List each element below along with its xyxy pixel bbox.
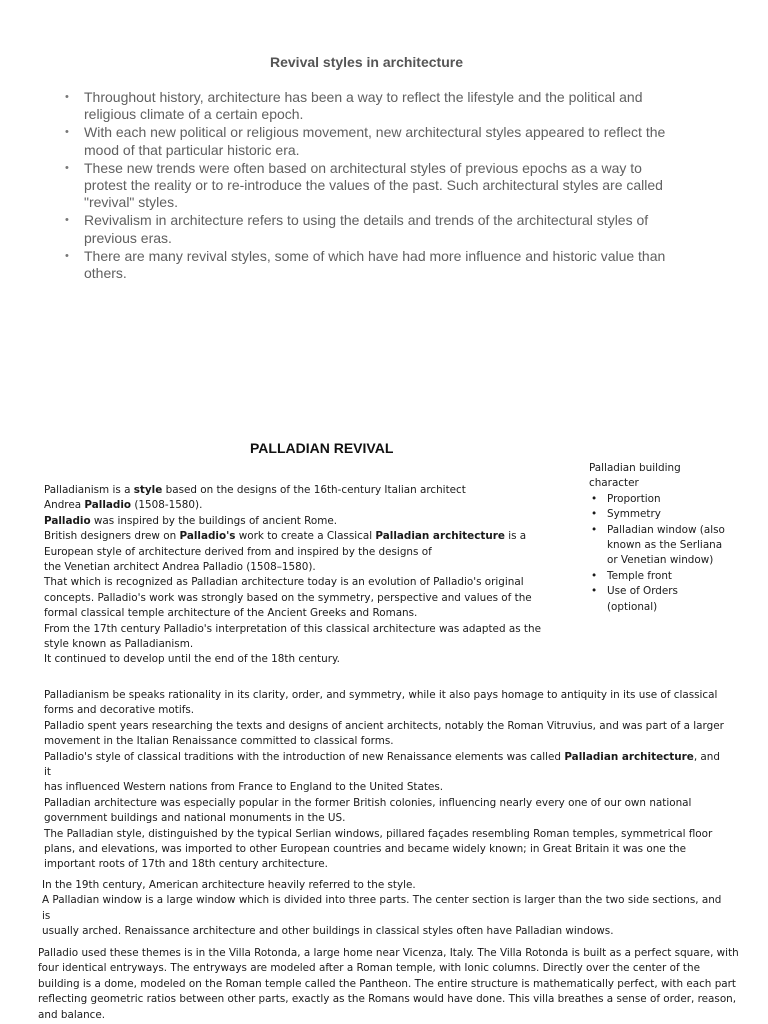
sidebar-heading: character: [589, 477, 639, 490]
text-bold: Palladio: [84, 499, 132, 512]
text-line: From the 17th century Palladio's interpretation of this classical architecture was adapted as the: [44, 622, 541, 635]
text-line: Palladio used these themes is in the Villa Rotonda, a large home near Vicenza, Italy. The Villa Rotonda is built as a perfect square, with: [38, 947, 739, 959]
text-line: four identical entryways. The entryways are modeled after a Roman temple, with Ionic columns. Directly over the center of the: [38, 962, 700, 975]
text-line: the Venetian architect Andrea Palladio (1508–1580).: [44, 561, 316, 574]
text-line: building is a dome, modeled on the Roman temple called the Pantheon. The entire structure is mathematically perfect, with each part: [38, 977, 737, 990]
text-line: Palladianism be speaks rationality in its clarity, order, and symmetry, while it also pays homage to antiquity in its use of classical: [44, 689, 718, 701]
text-line: usually arched. Renaissance architecture and other buildings in classical styles often have Palladian windows.: [42, 925, 614, 938]
list-item: • Throughout history, architecture has been a way to reflect the lifestyle and the political and religious climate of a certain epoch.: [62, 89, 672, 124]
list-item: • Palladian window (also known as the Serliana or Venetian window): [589, 523, 729, 569]
text: (1508-1580).: [131, 499, 203, 512]
paragraph-villa-rotonda: [38, 946, 758, 1023]
list-item: • Proportion: [589, 492, 729, 507]
text-line: Palladio spent years researching the texts and designs of ancient architects, notably the Roman Vitruvius, and was part of a larger: [44, 719, 724, 732]
list-item: • These new trends were often based on architectural styles of previous epochs as a way to protest the reality or to re-introduce the values of the past. Such architectural styles are called "revival" styles.: [62, 160, 672, 212]
text: Andrea: [44, 499, 85, 512]
text-line: Palladian architecture was especially popular in the former British colonies, influencing nearly every one of our own national: [44, 796, 692, 809]
page-title: Revival styles in architecture: [270, 54, 463, 70]
list-item: • Use of Orders (optional): [589, 584, 729, 615]
text-bold: style: [133, 484, 163, 496]
list-item: • Symmetry: [589, 507, 729, 522]
text-line: In the 19th century, American architecture heavily referred to the style.: [42, 879, 416, 891]
text-line: and balance.: [38, 1008, 106, 1021]
text: , and it: [44, 750, 720, 779]
text-line: A Palladian window is a large window which is divided into three parts. The center section is larger than the two side sections, and is: [42, 894, 722, 922]
text: British designers drew on: [44, 530, 180, 543]
text: based on the designs of the 16th-century Italian architect: [162, 484, 466, 496]
text-line: European style of architecture derived from and inspired by the designs of: [44, 545, 432, 558]
sidebar-list: [589, 492, 729, 615]
text-bold: Palladio's: [179, 530, 236, 543]
text-line: That which is recognized as Palladian architecture today is an evolution of Palladio's original: [44, 576, 524, 589]
sidebar-heading: Palladian building: [589, 462, 681, 474]
paragraph-19th-century: [42, 878, 732, 940]
intro-paragraph: [44, 483, 549, 668]
sidebar-characteristics: [589, 461, 729, 615]
intro-bullet-list: [62, 89, 672, 283]
text-bold: Palladian architecture: [564, 750, 694, 763]
text-bold: Palladio: [44, 514, 91, 527]
text-bold: Palladian architecture: [375, 530, 505, 543]
text: Palladio's style of classical traditions with the introduction of new Renaissance elements was called: [44, 750, 565, 763]
text-line: plans, and elevations, was imported to other European countries and became widely known; in Great Britain it was one the: [44, 843, 687, 856]
text: Palladianism is a: [44, 484, 134, 496]
text-line: formal classical temple architecture of the Ancient Greeks and Romans.: [44, 607, 418, 620]
text-line: It continued to develop until the end of the 18th century.: [44, 653, 340, 666]
text: is a: [504, 530, 527, 543]
list-item: • With each new political or religious movement, new architectural styles appeared to reflect the mood of that particular historic era.: [62, 124, 672, 159]
text-line: reflecting geometric ratios between other parts, exactly as the Romans would have done. This villa breathes a sense of order, reason,: [38, 993, 737, 1006]
section-title: PALLADIAN REVIVAL: [250, 440, 394, 456]
text-line: movement in the Italian Renaissance committed to classical forms.: [44, 735, 394, 748]
list-item: • Revivalism in architecture refers to using the details and trends of the architectural styles of previous eras.: [62, 212, 672, 247]
text-line: government buildings and national monuments in the US.: [44, 812, 346, 825]
text: was inspired by the buildings of ancient Rome.: [90, 514, 338, 527]
text-line: forms and decorative motifs.: [44, 704, 195, 717]
text-line: concepts. Palladio's work was strongly based on the symmetry, perspective and values of the: [44, 591, 532, 604]
text: work to create a Classical: [235, 530, 376, 543]
text-line: style known as Palladianism.: [44, 638, 194, 651]
text-line: has influenced Western nations from France to England to the United States.: [44, 781, 444, 794]
text-line: The Palladian style, distinguished by the typical Serlian windows, pillared façades resembling Roman temples, symmetrical floor: [44, 827, 713, 840]
text-line: important roots of 17th and 18th century architecture.: [44, 858, 328, 871]
list-item: • Temple front: [589, 569, 729, 584]
list-item: • There are many revival styles, some of which have had more influence and historic value than others.: [62, 248, 672, 283]
paragraph-rationality: [44, 688, 724, 873]
